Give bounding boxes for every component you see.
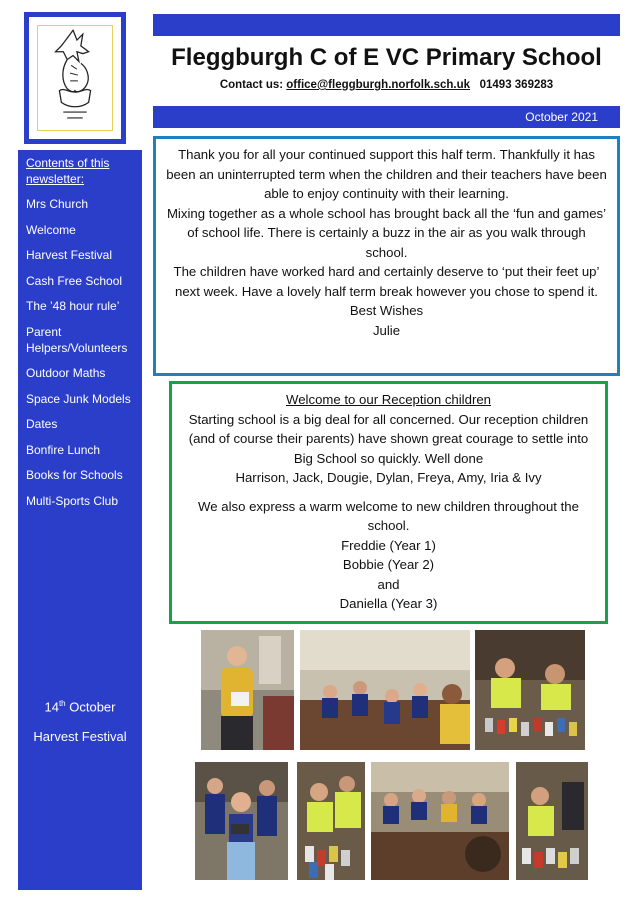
school-title: Fleggburgh C of E VC Primary School [171, 44, 602, 71]
contents-item: Bonfire Lunch [26, 442, 101, 457]
event-date: 14th October [44, 699, 116, 715]
welcome-heading: Welcome to our Reception children [286, 392, 491, 407]
contents-item: Books for Schools [26, 468, 123, 482]
contact-label: Contact us: [219, 79, 284, 91]
header-top-bar [153, 14, 620, 36]
welcome-section [169, 381, 608, 624]
school-crest [37, 25, 113, 131]
dragon-crest-icon [38, 26, 112, 130]
message-paragraph: The children have worked hard and certainly deserve to ‘put their feet up’ next week. Have a lovely half term break however you chose to spend it. [173, 264, 600, 299]
contents-item: Cash Free School [26, 273, 123, 288]
issue-date-bar [153, 106, 620, 128]
message-paragraph: Thank you for all your continued support this half term. Thankfully it has been an uninterrupted term when the children and their teachers have been able to enjoy continuity with their learning. [166, 147, 607, 201]
contact-line [153, 79, 620, 91]
photo-class-group [371, 762, 509, 880]
contents-list [26, 196, 140, 518]
contents-item: Mrs Church [26, 197, 89, 211]
new-child: Freddie (Year 1) [341, 537, 436, 553]
photo-vicar-speaking [201, 630, 294, 750]
contents-item: The ’48 hour rule’ [26, 299, 120, 313]
reception-names: Harrison, Jack, Dougie, Dylan, Freya, Amy, Iria & Ivy [235, 470, 542, 485]
contents-heading: Contents of this newsletter: [26, 156, 110, 186]
new-child-connector: and [377, 576, 400, 592]
message-signoff: Best Wishes [349, 303, 424, 318]
contents-item: Welcome [26, 222, 76, 237]
welcome-intro: Starting school is a big deal for all concerned. Our reception children (and of course their parents) have shown great courage to settle into Big School so quickly. Well done [188, 411, 589, 466]
event-name: Harvest Festival [33, 729, 127, 744]
contents-item: Dates [26, 417, 58, 431]
new-child: Daniella (Year 3) [339, 596, 438, 611]
photo-cans-display [516, 762, 588, 880]
contents-sidebar [18, 150, 142, 890]
photo-harvest-cans [475, 630, 585, 750]
contact-email-link[interactable]: office@fleggburgh.norfolk.sch.uk [286, 79, 471, 91]
new-child: Bobbie (Year 2) [342, 557, 435, 572]
contents-item: Harvest Festival [26, 248, 113, 262]
contents-item: Multi-Sports Club [26, 493, 119, 508]
contents-item: Space Junk Models [26, 391, 131, 406]
photo-child-with-cans [297, 762, 365, 880]
photo-children-in-church [300, 630, 470, 750]
message-paragraph: Mixing together as a whole school has brought back all the ‘fun and games’ of school life. There is certainly a buzz in the air as you walk through school. [166, 205, 607, 260]
headteacher-message [153, 136, 620, 376]
issue-date: October 2021 [525, 110, 598, 124]
message-signature: Julie [372, 322, 401, 338]
photo-reading-child [195, 762, 288, 880]
contact-phone: 01493 369283 [479, 79, 554, 91]
contents-item: Outdoor Maths [26, 366, 106, 380]
school-logo-frame [24, 12, 126, 144]
contents-item: Parent Helpers/Volunteers [26, 324, 128, 355]
new-children-intro: We also express a warm welcome to new children throughout the school. [198, 498, 579, 533]
